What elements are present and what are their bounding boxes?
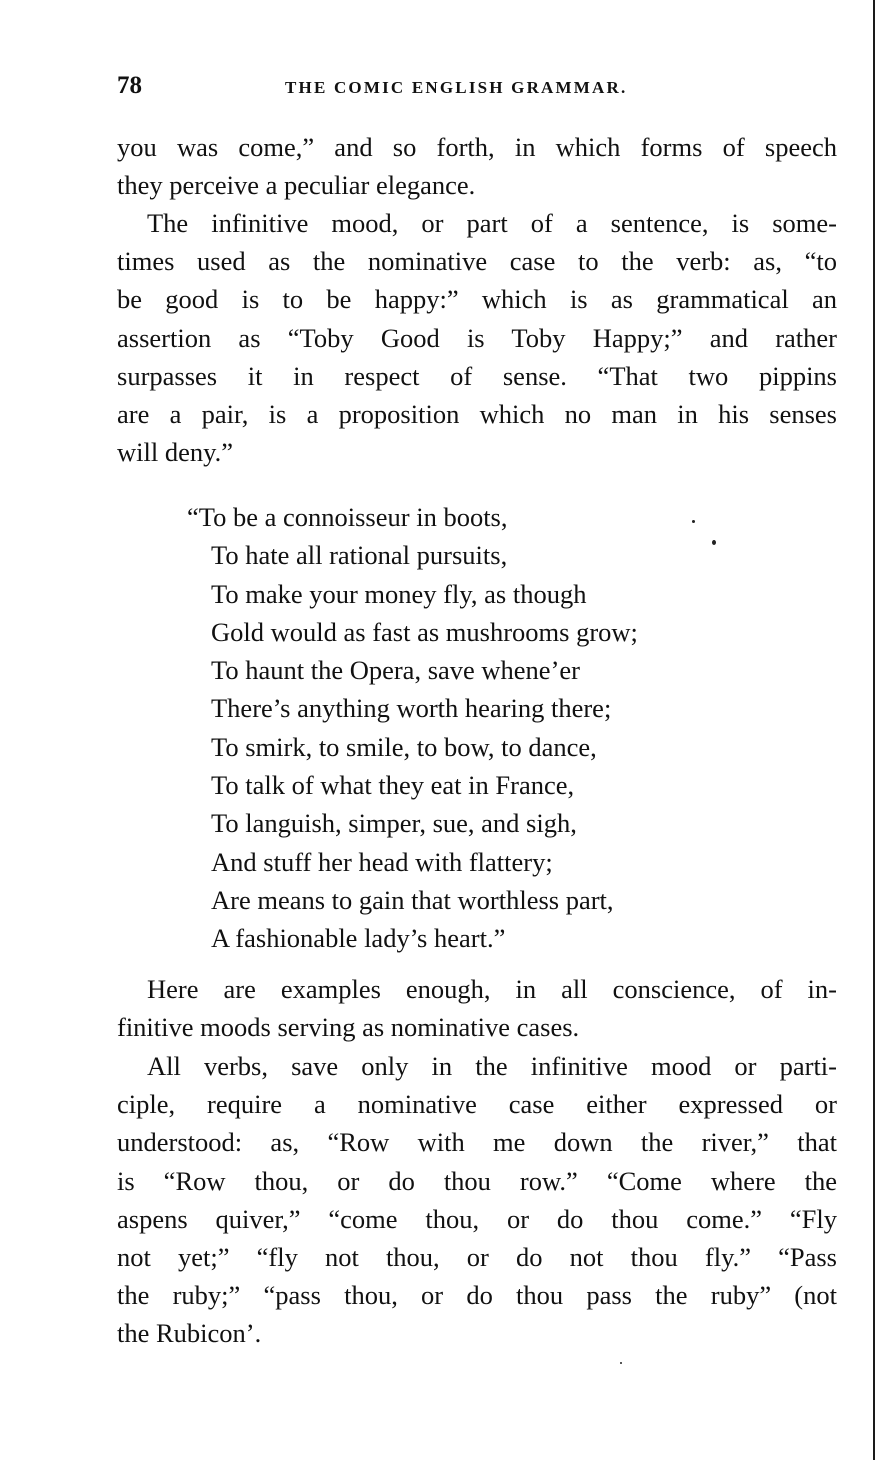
poem-line: Are means to gain that worthless part,: [211, 884, 614, 915]
poem-line: To make your money fly, as though: [211, 578, 587, 609]
text-line: the ruby;” “pass thou, or do thou pass the ruby” (not: [117, 1280, 837, 1311]
paragraph-verbs: [117, 1047, 837, 1353]
poem-line: To haunt the Opera, save whene’er: [211, 655, 580, 686]
text-line: The infinitive mood, or part of a sentence, is some-: [147, 208, 837, 238]
text-line: assertion as “Toby Good is Toby Happy;” and rather: [117, 322, 837, 353]
paragraph-infinitive: [117, 204, 837, 471]
page-edge-rule: [873, 0, 875, 1460]
poem-line: And stuff her head with flattery;: [211, 846, 553, 877]
print-speck: [712, 540, 716, 545]
text-line: Here are examples enough, in all conscience, of in-: [147, 974, 837, 1004]
paragraph-continuation: [117, 128, 837, 204]
page-number: 78: [117, 72, 142, 99]
poem-line: A fashionable lady’s heart.”: [211, 923, 506, 954]
text-line: are a pair, is a proposition which no man in his senses: [117, 399, 837, 430]
text-line: they perceive a peculiar elegance.: [117, 170, 476, 201]
text-line: be good is to be happy:” which is as grammatical an: [117, 284, 837, 315]
text-line: understood: as, “Row with me down the river,” that: [117, 1127, 837, 1158]
poem-line: To smirk, to smile, to bow, to dance,: [211, 731, 597, 762]
poem-line: To hate all rational pursuits,: [211, 540, 508, 571]
poem-line: “To be a connoisseur in boots,: [187, 502, 508, 532]
poem-line: Gold would as fast as mushrooms grow;: [211, 616, 638, 647]
poem-line: There’s anything worth hearing there;: [211, 693, 612, 724]
page-header: [117, 72, 837, 106]
print-speck: [692, 520, 695, 523]
text-line: not yet;” “fly not thou, or do not thou fly.” “Pass: [117, 1242, 837, 1273]
text-line: times used as the nominative case to the verb: as, “to: [117, 246, 837, 277]
running-title: THE COMIC ENGLISH GRAMMAR.: [285, 78, 628, 97]
text-line: will deny.”: [117, 437, 234, 468]
text-line: All verbs, save only in the infinitive mood or parti-: [147, 1051, 837, 1081]
text-line: finitive moods serving as nominative cases.: [117, 1012, 580, 1043]
poem-line: To talk of what they eat in France,: [211, 770, 575, 801]
poem-quotation: [187, 498, 767, 958]
paragraph-examples: [117, 970, 837, 1046]
poem-line: To languish, simper, sue, and sigh,: [211, 808, 577, 839]
text-line: you was come,” and so forth, in which forms of speech: [117, 132, 837, 162]
text-line: aspens quiver,” “come thou, or do thou come.” “Fly: [117, 1203, 837, 1234]
text-line: ciple, require a nominative case either expressed or: [117, 1089, 837, 1120]
text-line: is “Row thou, or do thou row.” “Come where the: [117, 1165, 837, 1196]
text-line: surpasses it in respect of sense. “That two pippins: [117, 360, 837, 391]
print-speck: [620, 1362, 622, 1364]
text-line: the Rubicon’.: [117, 1318, 262, 1349]
